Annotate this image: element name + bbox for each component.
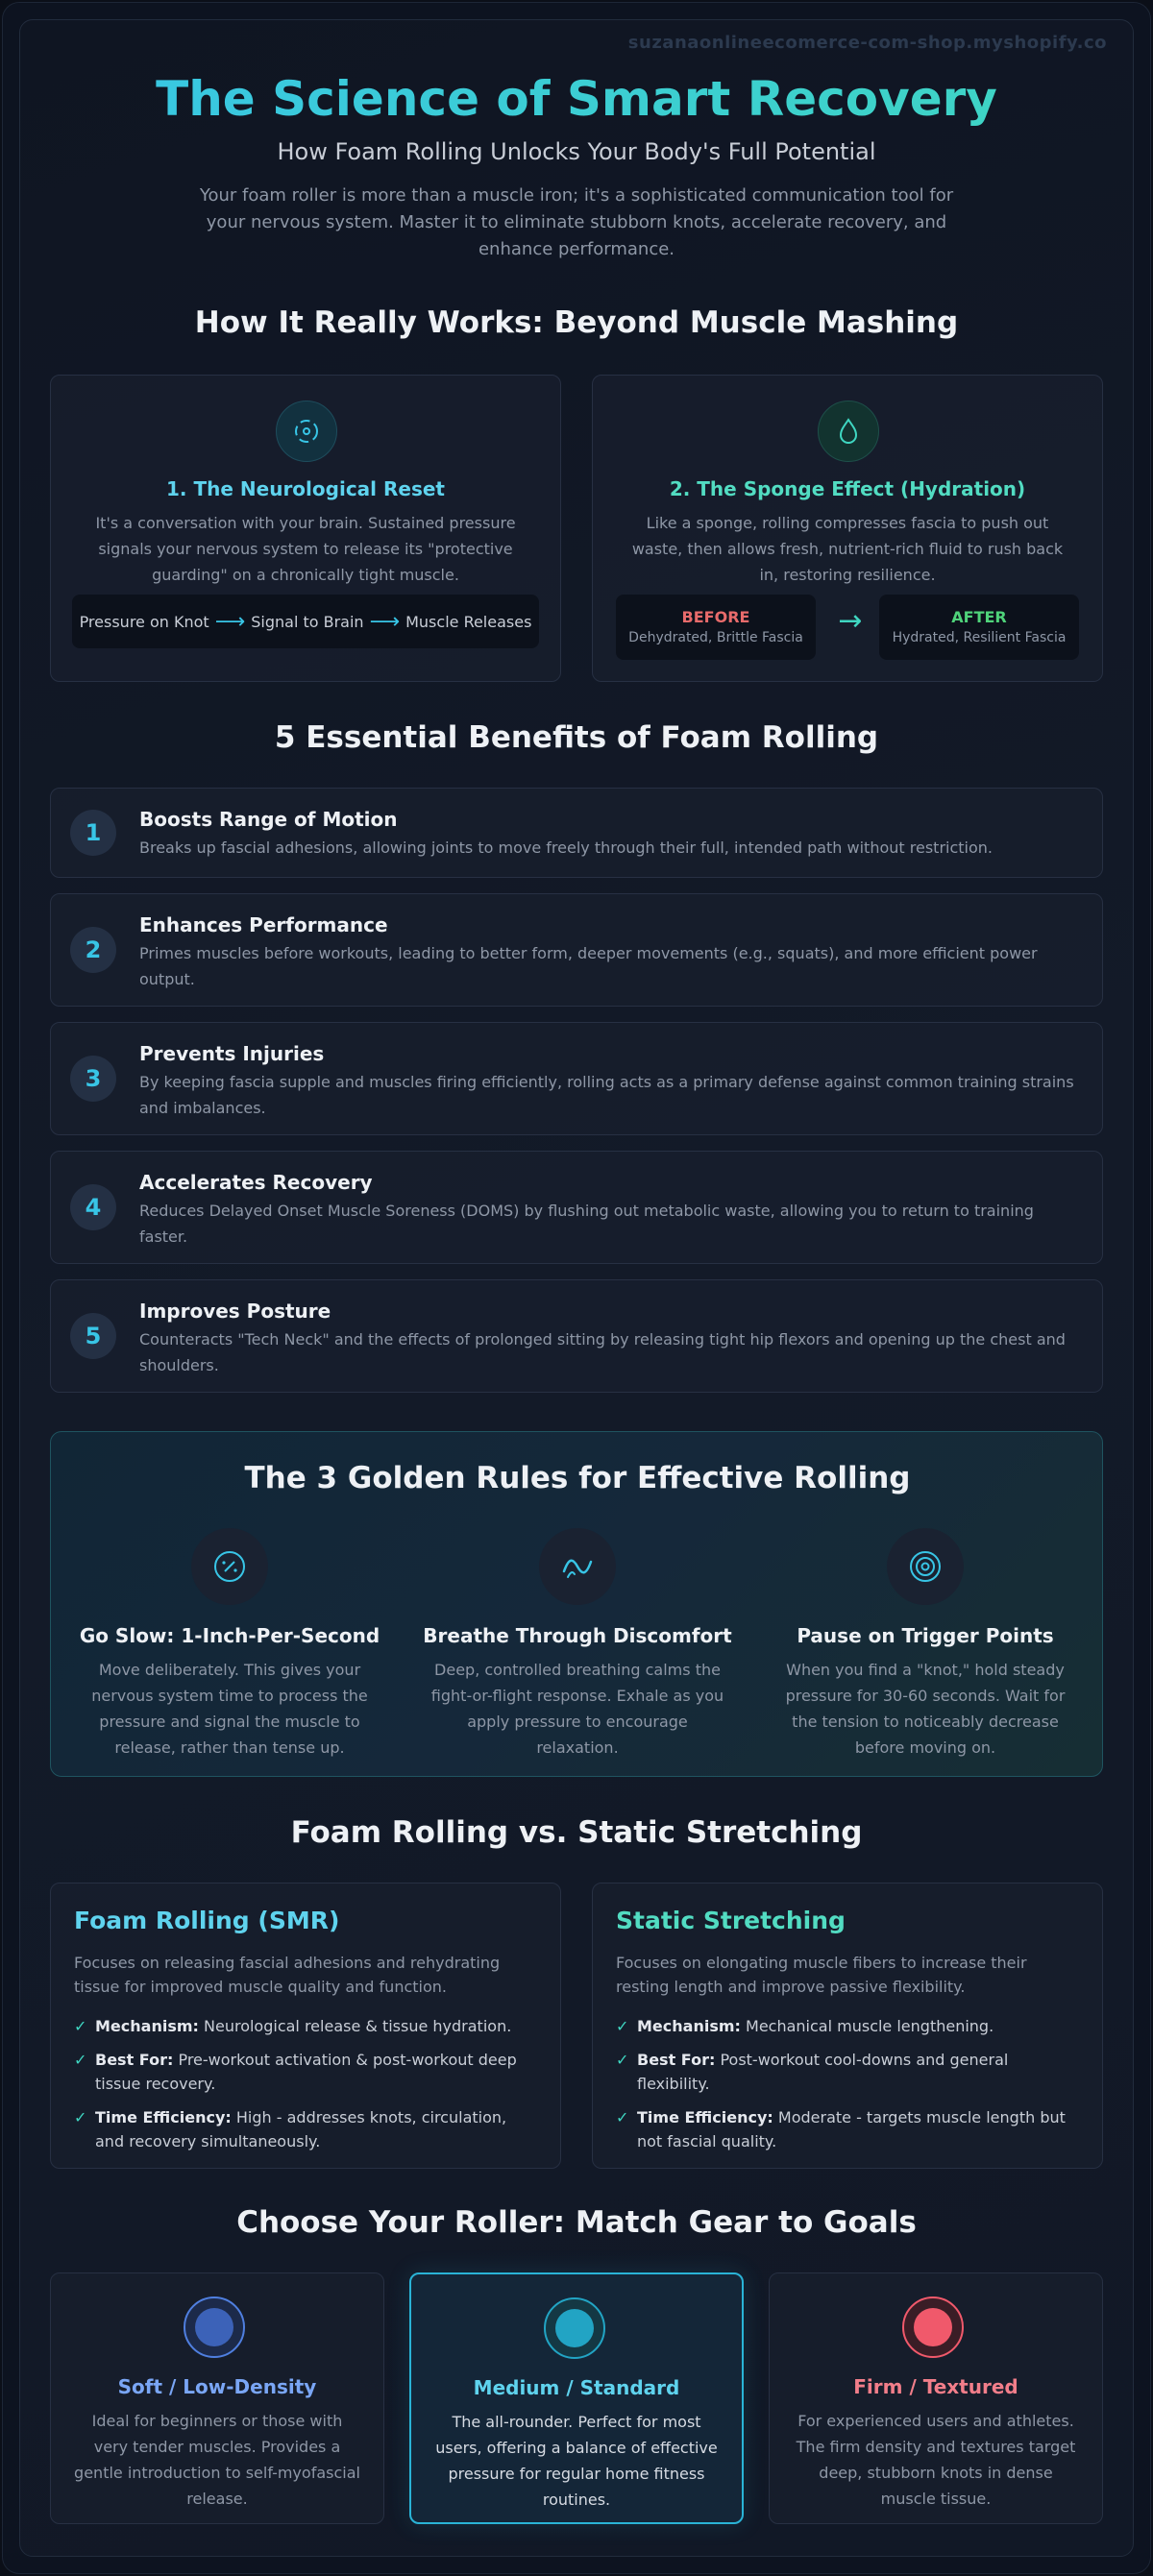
rule-description: Deep, controlled breathing calms the fight-or-flight response. Exhale as you apply pressure to encourage relaxation. bbox=[430, 1661, 724, 1757]
rule-description: Move deliberately. This gives your nervous system time to process the pressure and signal the muscle to release, rather than tense up. bbox=[91, 1661, 368, 1757]
foam-rolling-title: Foam Rolling (SMR) bbox=[74, 1907, 340, 1934]
benefit-title: Boosts Range of Motion bbox=[139, 808, 398, 831]
roller-firm-title: Firm / Textured bbox=[853, 2375, 1018, 2398]
watermark: suzanaonlineecomerce-com-shop.myshopify.co bbox=[627, 33, 1107, 53]
comparison-heading: Foam Rolling vs. Static Stretching bbox=[290, 1815, 863, 1850]
benefit-title: Accelerates Recovery bbox=[139, 1171, 373, 1194]
sponge-effect-title: 2. The Sponge Effect (Hydration) bbox=[669, 477, 1026, 500]
check-icon: ✓ bbox=[74, 2051, 87, 2069]
static-stretching-title: Static Stretching bbox=[616, 1907, 846, 1934]
rule-item bbox=[762, 1528, 1089, 1759]
neuro-flow bbox=[72, 595, 539, 648]
rule-title: Pause on Trigger Points bbox=[797, 1624, 1054, 1647]
benefit-item bbox=[50, 1279, 1103, 1393]
rule-title: Go Slow: 1-Inch-Per-Second bbox=[79, 1624, 380, 1647]
check-icon: ✓ bbox=[74, 2108, 87, 2126]
benefit-item bbox=[50, 1151, 1103, 1264]
benefit-description: Counteracts "Tech Neck" and the effects of prolonged sitting by releasing tight hip flexors and opening up the chest and shoulders. bbox=[139, 1330, 1066, 1374]
after-label: AFTER bbox=[951, 608, 1007, 626]
page-title: The Science of Smart Recovery bbox=[0, 71, 1153, 127]
benefit-number: 2 bbox=[70, 927, 116, 973]
rule-item bbox=[66, 1528, 393, 1759]
benefit-title: Improves Posture bbox=[139, 1300, 331, 1323]
benefit-item bbox=[50, 1022, 1103, 1135]
water-drop-icon bbox=[818, 401, 879, 462]
roller-soft-description: Ideal for beginners or those with very tender muscles. Provides a gentle introduction to self-myofascial release. bbox=[74, 2412, 360, 2508]
sponge-effect-card bbox=[592, 375, 1103, 682]
list-item: ✓ Time Efficiency: High - addresses knots, circulation, and recovery simultaneously. bbox=[74, 2105, 537, 2153]
benefit-number: 5 bbox=[70, 1313, 116, 1359]
list-item: ✓ Time Efficiency: Moderate - targets muscle length but not fascial quality. bbox=[616, 2105, 1079, 2153]
roller-medium-card bbox=[409, 2272, 744, 2524]
after-box bbox=[879, 595, 1079, 660]
rule-title: Breathe Through Discomfort bbox=[423, 1624, 732, 1647]
intro-description: Your foam roller is more than a muscle iron; it's a sophisticated communication tool for your nervous system. Master it to eliminate stubborn knots, accelerate recovery, and enhance performance. bbox=[199, 185, 954, 259]
how-it-works-heading: How It Really Works: Beyond Muscle Mashing bbox=[194, 305, 959, 340]
target-icon bbox=[276, 401, 337, 462]
speed-gauge-icon bbox=[191, 1528, 268, 1605]
roller-firm-description: For experienced users and athletes. The firm density and textures target deep, stubborn knots in dense muscle tissue. bbox=[796, 2412, 1076, 2508]
benefit-item bbox=[50, 893, 1103, 1007]
arrow-right-icon: ⟶ bbox=[214, 609, 246, 634]
roller-firm-card bbox=[769, 2272, 1103, 2524]
rule-description: When you find a "knot," hold steady pressure for 30-60 seconds. Wait for the tension to noticeably decrease before moving on. bbox=[785, 1661, 1066, 1757]
benefit-description: Reduces Delayed Onset Muscle Soreness (DOMS) by flushing out metabolic waste, allowing you to return to training faster. bbox=[139, 1202, 1034, 1246]
trigger-point-icon bbox=[887, 1528, 964, 1605]
roller-firm-icon bbox=[902, 2297, 964, 2358]
check-icon: ✓ bbox=[616, 2017, 629, 2035]
rollers-heading: Choose Your Roller: Match Gear to Goals bbox=[236, 2205, 917, 2240]
benefit-number: 4 bbox=[70, 1184, 116, 1230]
flow-step-2: Signal to Brain bbox=[251, 612, 364, 631]
list-item: ✓ Mechanism: Mechanical muscle lengthening. bbox=[616, 2014, 1079, 2038]
roller-soft-icon bbox=[184, 2297, 245, 2358]
roller-medium-icon bbox=[544, 2297, 605, 2359]
foam-rolling-list bbox=[74, 2014, 537, 2163]
neurological-reset-card bbox=[50, 375, 561, 682]
arrow-right-icon: → bbox=[838, 604, 863, 638]
check-icon: ✓ bbox=[74, 2017, 87, 2035]
list-item: ✓ Best For: Post-workout cool-downs and general flexibility. bbox=[616, 2048, 1079, 2096]
golden-rules-panel bbox=[50, 1431, 1103, 1777]
flow-step-1: Pressure on Knot bbox=[79, 612, 209, 631]
breath-wave-icon bbox=[539, 1528, 616, 1605]
roller-soft-title: Soft / Low-Density bbox=[117, 2375, 317, 2398]
benefit-number: 1 bbox=[70, 810, 116, 856]
roller-medium-description: The all-rounder. Perfect for most users, offering a balance of effective pressure for regular home fitness routines. bbox=[435, 2413, 718, 2509]
benefit-description: By keeping fascia supple and muscles firing efficiently, rolling acts as a primary defense against common training strains and imbalances. bbox=[139, 1073, 1074, 1117]
static-stretching-description: Focuses on elongating muscle fibers to increase their resting length and improve passive flexibility. bbox=[616, 1954, 1027, 1996]
benefit-title: Prevents Injuries bbox=[139, 1042, 325, 1065]
benefit-title: Enhances Performance bbox=[139, 913, 388, 936]
before-text: Dehydrated, Brittle Fascia bbox=[628, 630, 803, 645]
benefit-number: 3 bbox=[70, 1056, 116, 1102]
neurological-reset-description: It's a conversation with your brain. Sustained pressure signals your nervous system to release its "protective guarding" on a chronically tight muscle. bbox=[95, 514, 516, 584]
check-icon: ✓ bbox=[616, 2108, 629, 2126]
list-item: ✓ Best For: Pre-workout activation & post-workout deep tissue recovery. bbox=[74, 2048, 537, 2096]
benefit-item bbox=[50, 788, 1103, 878]
static-stretching-card bbox=[592, 1883, 1103, 2169]
sponge-effect-description: Like a sponge, rolling compresses fascia to push out waste, then allows fresh, nutrient-rich fluid to rush back in, restoring resilience. bbox=[631, 514, 1064, 584]
foam-rolling-card bbox=[50, 1883, 561, 2169]
list-item: ✓ Mechanism: Neurological release & tissue hydration. bbox=[74, 2014, 537, 2038]
foam-rolling-description: Focuses on releasing fascial adhesions and rehydrating tissue for improved muscle quality and function. bbox=[74, 1954, 501, 1996]
flow-step-3: Muscle Releases bbox=[405, 612, 532, 631]
benefits-heading: 5 Essential Benefits of Foam Rolling bbox=[274, 720, 879, 755]
check-icon: ✓ bbox=[616, 2051, 629, 2069]
neurological-reset-title: 1. The Neurological Reset bbox=[166, 477, 445, 500]
golden-rules-heading: The 3 Golden Rules for Effective Rolling bbox=[244, 1461, 911, 1495]
arrow-right-icon: ⟶ bbox=[369, 609, 401, 634]
page-subtitle: How Foam Rolling Unlocks Your Body's Full Potential bbox=[277, 138, 876, 165]
rule-item bbox=[414, 1528, 741, 1759]
benefit-description: Breaks up fascial adhesions, allowing joints to move freely through their full, intended path without restriction. bbox=[139, 838, 993, 857]
after-text: Hydrated, Resilient Fascia bbox=[892, 630, 1067, 645]
before-label: BEFORE bbox=[681, 608, 750, 626]
roller-soft-card bbox=[50, 2272, 384, 2524]
static-stretching-list bbox=[616, 2014, 1079, 2163]
benefit-description: Primes muscles before workouts, leading to better form, deeper movements (e.g., squats), and more efficient power output. bbox=[139, 944, 1038, 988]
roller-medium-title: Medium / Standard bbox=[473, 2376, 680, 2399]
before-box bbox=[616, 595, 816, 660]
